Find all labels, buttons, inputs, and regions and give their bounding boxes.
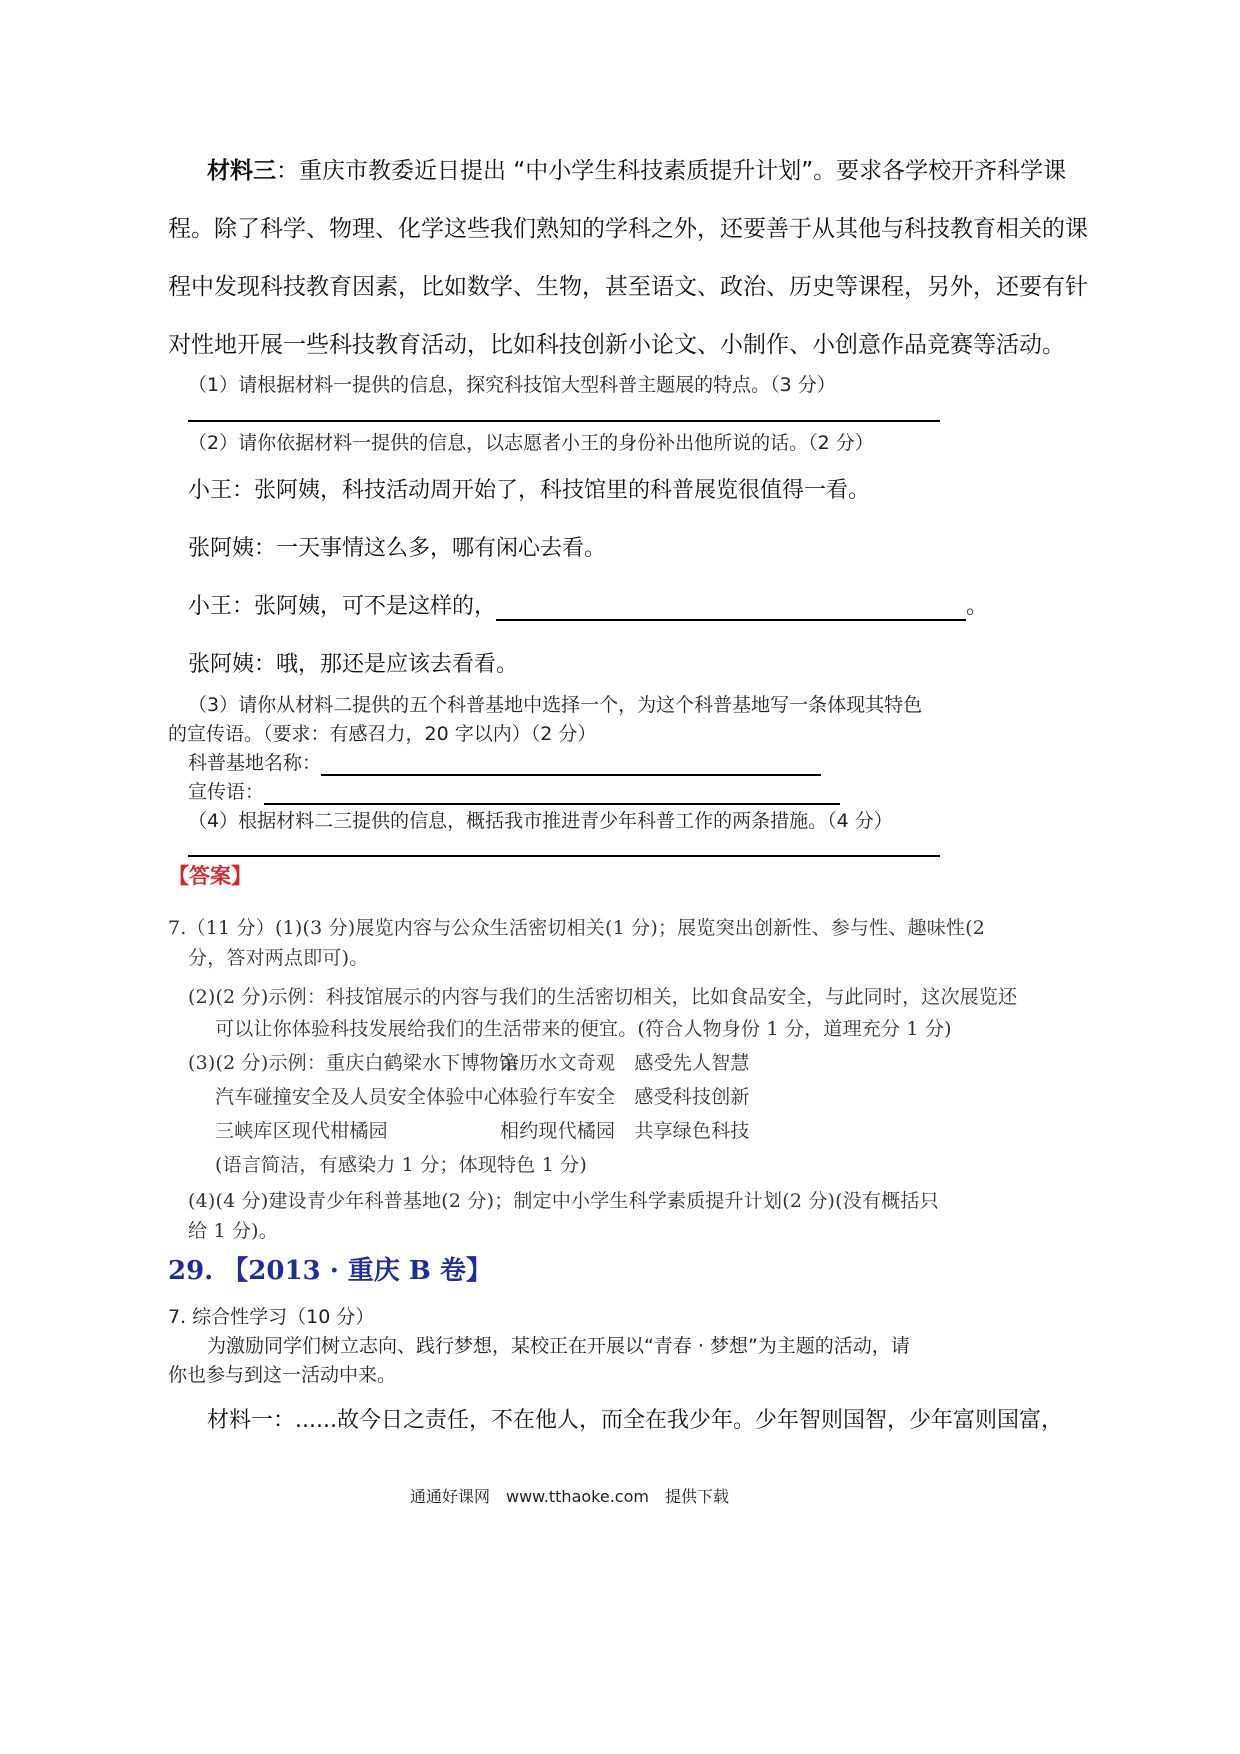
section-29-title: 29. 【2013 · 重庆 B 卷】 <box>168 1256 492 1286</box>
answer-line-5: (3)(2 分)示例：重庆白鹤梁水下博物馆 <box>188 1052 519 1074</box>
dialog-blank <box>496 594 966 621</box>
section-29-intro-1: 为激励同学们树立志向、践行梦想，某校正在开展以“青春 · 梦想”为主题的活动，请 <box>207 1335 910 1357</box>
answer-line-9: (4)(4 分)建设青少年科普基地(2 分)；制定中小学生科学素质提升计划(2 分)(没有概括只 <box>188 1190 939 1212</box>
answer-slogan-2: 体验行车安全 感受科技创新 <box>500 1086 750 1108</box>
answer-line-1: 7.（11 分）(1)(3 分)展览内容与公众生活密切相关(1 分)；展览突出创新性、参与性、趣味性(2 <box>168 917 986 939</box>
question-3-line-1: （3）请你从材料二提供的五个科普基地中选择一个，为这个科普基地写一条体现其特色 <box>188 694 923 716</box>
answer-heading: 【答案】 <box>168 864 252 888</box>
base-name-blank <box>321 752 821 776</box>
section-29-intro-2: 你也参与到这一活动中来。 <box>168 1364 397 1386</box>
answer-line-8: (语言简洁，有感染力 1 分；体现特色 1 分) <box>215 1154 587 1176</box>
answer-slogan-3: 相约现代橘园 共享绿色科技 <box>500 1120 750 1142</box>
answer-line-4: 可以让你体验科技发展给我们的生活带来的便宜。(符合人物身份 1 分，道理充分 1 分) <box>215 1018 952 1040</box>
page-footer: 通通好课网 www.tthaoke.com 提供下载 <box>410 1487 729 1506</box>
material3-line-2: 程。除了科学、物理、化学这些我们熟知的学科之外，还要善于从其他与科技教育相关的课 <box>168 216 1088 242</box>
answer-line-q4 <box>188 855 940 857</box>
answer-line-7: 三峡库区现代柑橘园 <box>215 1120 388 1142</box>
answer-line-6: 汽车碰撞安全及人员安全体验中心 <box>215 1086 504 1108</box>
section-29-item: 7. 综合性学习（10 分） <box>168 1306 375 1328</box>
question-3-line-2: 的宣传语。（要求：有感召力，20 字以内）（2 分） <box>168 723 597 745</box>
material3-line-4: 对性地开展一些科技教育活动，比如科技创新小论文、小制作、小创意作品竞赛等活动。 <box>168 332 1065 358</box>
slogan-blank <box>264 781 840 805</box>
dialog-line-3: 小王：张阿姨，可不是这样的， 。 <box>188 594 989 619</box>
material3-label: 材料三 <box>207 158 276 184</box>
question-4: （4）根据材料二三提供的信息，概括我市推进青少年科普工作的两条措施。（4 分） <box>188 810 893 832</box>
dialog-line-4: 张阿姨：哦，那还是应该去看看。 <box>188 652 519 677</box>
dialog-line-1: 小王：张阿姨，科技活动周开始了，科技馆里的科普展览很值得一看。 <box>188 478 871 503</box>
slogan-row: 宣传语： <box>188 777 840 805</box>
section-29-material-1: 材料一：......故今日之责任，不在他人，而全在我少年。少年智则国智，少年富则国富， <box>207 1408 1063 1433</box>
answer-line-10: 给 1 分)。 <box>188 1220 278 1242</box>
material3-line-1: 材料三：重庆市教委近日提出 “中小学生科技素质提升计划”。要求各学校开齐科学课 <box>207 158 1067 184</box>
dialog-line-2: 张阿姨：一天事情这么多，哪有闲心去看。 <box>188 536 607 561</box>
answer-line-3: (2)(2 分)示例：科技馆展示的内容与我们的生活密切相关，比如食品安全，与此同时，这次展览还 <box>188 986 1018 1008</box>
material3-line-3: 程中发现科技教育因素，比如数学、生物，甚至语文、政治、历史等课程，另外，还要有针 <box>168 274 1088 300</box>
question-1: （1）请根据材料一提供的信息，探究科技馆大型科普主题展的特点。（3 分） <box>188 374 836 396</box>
base-name-row: 科普基地名称： <box>188 748 821 776</box>
question-2: （2）请你依据材料一提供的信息，以志愿者小王的身份补出他所说的话。（2 分） <box>188 432 874 454</box>
answer-slogan-1: 亲历水文奇观 感受先人智慧 <box>500 1052 750 1074</box>
answer-line-2: 分，答对两点即可)。 <box>188 947 369 969</box>
answer-line-q1 <box>188 420 940 422</box>
